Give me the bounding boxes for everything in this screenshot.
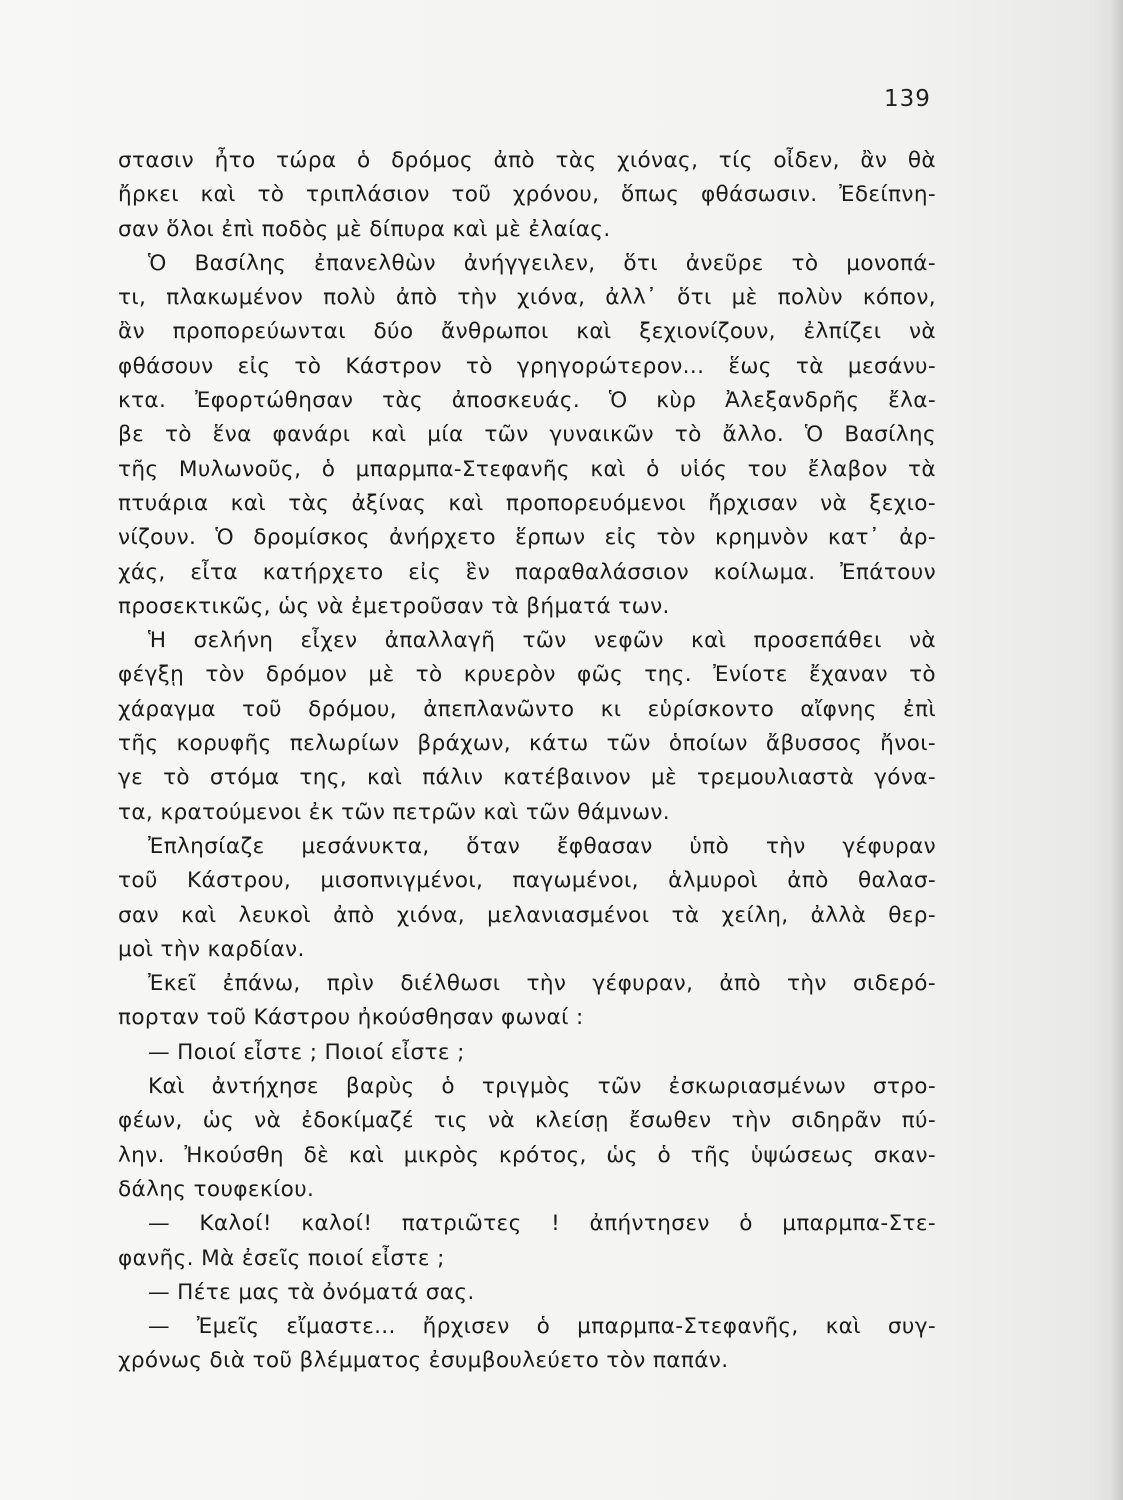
text-line: φανῆς. Μὰ ἐσεῖς ποιοί εἶστε ; xyxy=(118,1245,445,1271)
text-line: σαν καὶ λευκοὶ ἀπὸ χιόνα, μελανιασμένοι τὰ χείλη, ἀλλὰ θερ- xyxy=(118,902,936,928)
text-line: στασιν ἦτο τώρα ὁ δρόμος ἀπὸ τὰς χιόνας, τίς οἶδεν, ἂν θὰ xyxy=(118,148,936,173)
text-line: Ἐπλησίαζε μεσάνυκτα, ὅταν ἔφθασαν ὑπὸ τὴν γέφυραν xyxy=(148,833,936,859)
text-line: ἂν προπορεύωνται δύο ἄνθρωποι καὶ ξεχιονίζουν, ἐλπίζει νὰ xyxy=(118,319,936,345)
text-line: κτα. Ἐφορτώθησαν τὰς ἀποσκευάς. Ὁ κὺρ Ἀλεξανδρῆς ἔλα- xyxy=(118,388,936,414)
page-number: 139 xyxy=(884,86,931,112)
text-line: — Καλοί! καλοί! πατριῶτες ! ἀπήντησεν ὁ μπαρμπα-Στε- xyxy=(148,1211,936,1237)
text-line: Ἡ σελήνη εἶχεν ἀπαλλαγῆ τῶν νεφῶν καὶ προσεπάθει νὰ xyxy=(148,628,936,654)
text-line: τῆς κορυφῆς πελωρίων βράχων, κάτω τῶν ὁποίων ἄβυσσος ἤνοι- xyxy=(118,731,936,757)
text-line: λην. Ἠκούσθη δὲ καὶ μικρὸς κρότος, ὡς ὁ τῆς ὑψώσεως σκαν- xyxy=(118,1142,936,1168)
text-line: χάραγμα τοῦ δρόμου, ἀπεπλανῶντο κι εὑρίσκοντο αἴφνης ἐπὶ xyxy=(118,696,936,722)
text-line: τοῦ Κάστρου, μισοπνιγμένοι, παγωμένοι, ἁλμυροὶ ἀπὸ θαλασ- xyxy=(118,868,936,894)
text-line: σαν ὅλοι ἐπὶ ποδὸς μὲ δίπυρα καὶ μὲ ἐλαίας. xyxy=(118,216,611,242)
text-line: προσεκτικῶς, ὡς νὰ ἐμετροῦσαν τὰ βήματά των. xyxy=(118,593,670,619)
text-line: — Πέτε μας τὰ ὀνόματά σας. xyxy=(148,1279,475,1305)
text-line: φέγξῃ τὸν δρόμον μὲ τὸ κρυερὸν φῶς της. Ἐνίοτε ἔχαναν τὸ xyxy=(118,662,936,688)
text-line: χάς, εἶτα κατήρχετο εἰς ἓν παραθαλάσσιον κοίλωμα. Ἐπάτουν xyxy=(118,559,936,585)
text-line: νίζουν. Ὁ δρομίσκος ἀνήρχετο ἕρπων εἰς τὸν κρημνὸν κατ᾿ ἀρ- xyxy=(118,525,936,551)
text-line: — Ἐμεῖς εἴμαστε... ἤρχισεν ὁ μπαρμπα-Στεφανῆς, καὶ συγ- xyxy=(148,1314,936,1340)
text-line: — Ποιοί εἶστε ; Ποιοί εἶστε ; xyxy=(148,1039,465,1065)
page-edge xyxy=(1109,0,1123,1500)
body-text xyxy=(118,144,936,1379)
text-line: πορταν τοῦ Κάστρου ἠκούσθησαν φωναί : xyxy=(118,1005,584,1031)
text-line: Ἐκεῖ ἐπάνω, πρὶν διέλθωσι τὴν γέφυραν, ἀπὸ τὴν σιδερό- xyxy=(148,971,936,997)
text-line: τα, κρατούμενοι ἐκ τῶν πετρῶν καὶ τῶν θάμνων. xyxy=(118,799,670,825)
text-line: Καὶ ἀντήχησε βαρὺς ὁ τριγμὸς τῶν ἐσκωριασμένων στρο- xyxy=(148,1074,936,1100)
text-line: φθάσουν εἰς τὸ Κάστρον τὸ γρηγορώτερον... ἕως τὰ μεσάνυ- xyxy=(118,353,936,379)
text-line: χρόνως διὰ τοῦ βλέμματος ἐσυμβουλεύετο τὸν παπάν. xyxy=(118,1348,729,1374)
text-line: γε τὸ στόμα της, καὶ πάλιν κατέβαινον μὲ τρεμουλιαστὰ γόνα- xyxy=(118,765,936,791)
text-line: Ὁ Βασίλης ἐπανελθὼν ἀνήγγειλεν, ὅτι ἀνεῦρε τὸ μονοπά- xyxy=(148,250,936,276)
text-line: τι, πλακωμένον πολὺ ἀπὸ τὴν χιόνα, ἀλλ᾿ ὅτι μὲ πολὺν κόπον, xyxy=(118,285,936,311)
text-line: τῆς Μυλωνοῦς, ὁ μπαρμπα-Στεφανῆς καὶ ὁ υἱός του ἔλαβον τὰ xyxy=(118,456,936,482)
text-line: ἤρκει καὶ τὸ τριπλάσιον τοῦ χρόνου, ὅπως φθάσωσιν. Ἐδείπνη- xyxy=(118,182,936,208)
text-line: μοὶ τὴν καρδίαν. xyxy=(118,936,305,962)
text-line: πτυάρια καὶ τὰς ἀξίνας καὶ προπορευόμενοι ἤρχισαν νὰ ξεχιο- xyxy=(118,490,936,516)
text-line: φέων, ὡς νὰ ἐδοκίμαζέ τις νὰ κλείσῃ ἔσωθεν τὴν σιδηρᾶν πύ- xyxy=(118,1108,936,1134)
text-line: βε τὸ ἕνα φανάρι καὶ μία τῶν γυναικῶν τὸ ἄλλο. Ὁ Βασίλης xyxy=(118,422,936,448)
text-line: δάλης τουφεκίου. xyxy=(118,1176,315,1202)
